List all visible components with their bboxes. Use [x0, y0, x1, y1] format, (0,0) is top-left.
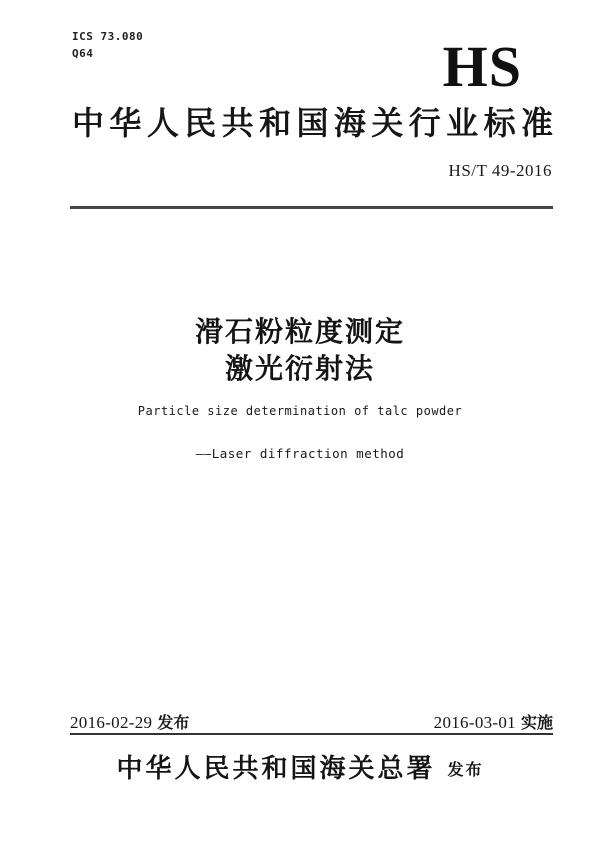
- standard-series-title: 中华人民共和国海关行业标准: [72, 105, 553, 141]
- footer-divider-rule: [70, 733, 553, 735]
- footer-dates: [70, 710, 553, 733]
- doc-class-code: Q64: [72, 47, 94, 60]
- publisher-name: 中华人民共和国海关总署: [116, 753, 436, 783]
- standard-number: HS/T 49-2016: [448, 161, 552, 180]
- issue-date-label: 发布: [157, 715, 190, 732]
- classification-codes: [72, 28, 143, 62]
- implementation-date-label: 实施: [520, 715, 553, 732]
- document-title-english: Particle size determination of talc powder: [137, 404, 463, 418]
- document-title-chinese: [0, 313, 600, 387]
- publisher-line: [0, 748, 600, 785]
- title-cn-line1: 滑石粉粒度测定: [194, 316, 405, 347]
- implementation-date-group: [434, 710, 553, 733]
- hs-logo: HS: [442, 34, 522, 99]
- implementation-date: 2016-03-01: [433, 713, 516, 732]
- title-cn-line2: 激光衍射法: [224, 353, 375, 384]
- ics-code: ICS 73.080: [72, 30, 144, 43]
- issue-date: 2016-02-29: [70, 713, 153, 732]
- publisher-action-label: 发布: [447, 762, 484, 779]
- issue-date-group: [70, 710, 189, 733]
- header-divider-rule: [70, 206, 553, 209]
- document-subtitle-english: ——Laser diffraction method: [195, 446, 405, 461]
